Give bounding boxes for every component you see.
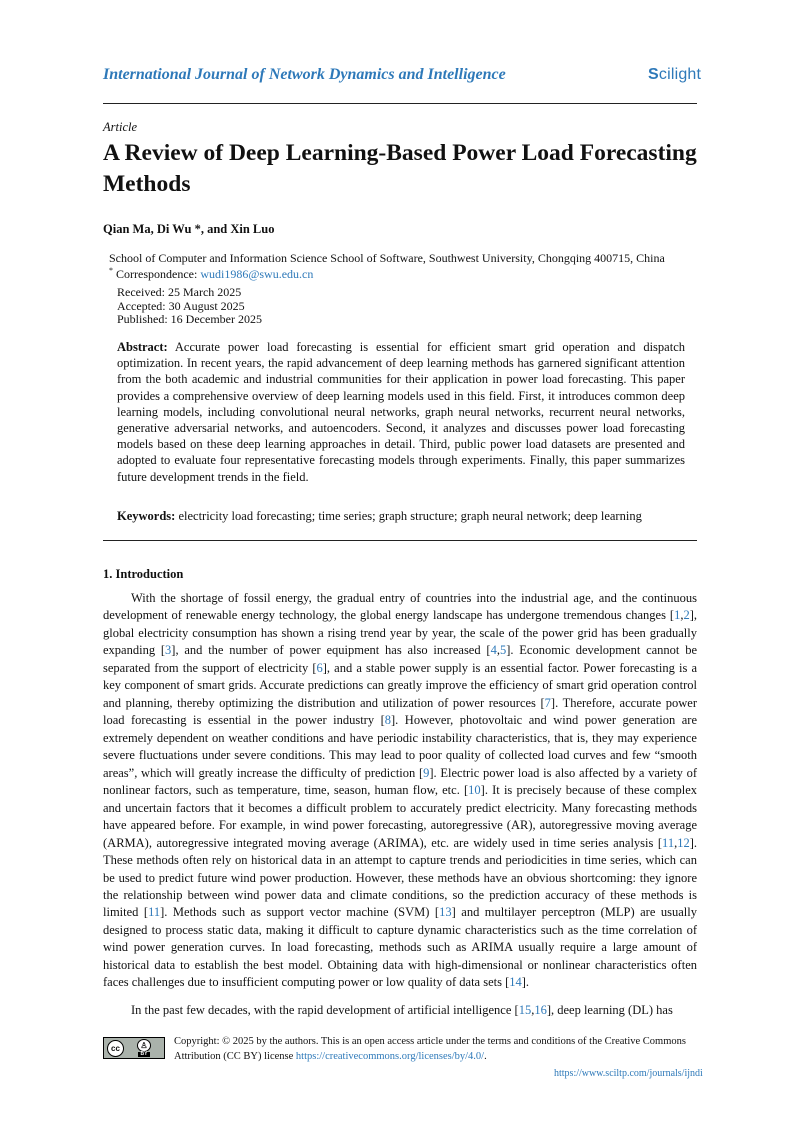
article-type: Article [103,120,138,134]
keywords-label: Keywords: [117,509,176,523]
correspondence-marker: * [109,266,113,275]
section-heading: 1. Introduction [103,567,184,581]
paragraph-text: , [496,643,500,658]
journal-name: International Journal of Network Dynamics and Intelligence [103,66,506,83]
abstract [117,339,685,485]
citation-link[interactable]: 3 [165,643,172,658]
keywords [117,509,692,524]
copyright-period: . [484,1050,487,1062]
accepted-date: Accepted: 30 August 2025 [117,298,245,313]
citation-link[interactable]: 11 [662,835,675,850]
citation-link[interactable]: 7 [544,695,551,710]
citation-link[interactable]: 8 [384,713,392,728]
citation-link[interactable]: 5 [499,643,507,658]
person-icon: ♙ [137,1039,151,1052]
paragraph-text: ]. Electric power load is also affected by a variety of nonlinear factors, such as temperature, time, season, human flow, etc. [ [103,765,697,798]
citation-link[interactable]: 11 [148,905,161,920]
paragraph-text: ], and the number of power equipment has also increased [ [171,643,491,658]
cc-by-license-badge[interactable] [103,1037,165,1059]
license-link[interactable]: https://creativecommons.org/licenses/by/4.0/ [295,1050,485,1062]
article-title: A Review of Deep Learning-Based Power Load Forecasting Methods [103,140,697,197]
received-date: Received: 25 March 2025 [117,285,242,299]
citation-link[interactable]: 2 [683,608,690,623]
paragraph-text: ], and a stable power supply is an essential factor. Power forecasting is a key component of smart grids. Accurate predictions can greatly improve the efficiency of smart grid operation control and planning, thereby optimizing the distribution and utilization of power resources [ [103,660,698,710]
published-date: Published: 16 December 2025 [117,312,262,326]
affiliation: School of Computer and Information Science School of Software, Southwest University, Chongqing 400715, China [109,251,665,265]
cc-icon: cc [107,1040,124,1057]
by-label: BY [138,1052,151,1057]
paragraph-text: , [674,835,678,850]
header-divider [103,103,697,104]
citation-link[interactable]: 16 [534,1003,547,1017]
citation-link[interactable]: 15 [518,1003,532,1017]
paragraph-text: , [531,1003,535,1017]
author-list: Qian Ma, Di Wu *, and Xin Luo [103,222,275,236]
paragraph-text: In the past few decades, with the rapid development of artificial intelligence [ [131,1003,519,1017]
paragraph-text: ]. Economic development cannot be separated from the support of electricity [ [103,643,697,675]
citation-link[interactable]: 9 [423,765,430,780]
paragraph-text: With the shortage of fossil energy, the gradual entry of countries into the industrial age, and the continuous development of renewable energy technology, the global energy landscape has undergone tremendous changes [ [103,591,697,623]
citation-link[interactable]: 12 [677,835,690,850]
publisher-logo: Scilight [648,66,702,83]
intro-paragraph-2 [103,1002,697,1019]
citation-link[interactable]: 10 [468,783,481,798]
paragraph-text: ]. It is precisely because of these complex and uncertain factors that it becomes a difficult problem to accurately predict electricity. Many forecasting methods have appeared before. For example, in wind power forecasting, autoregressive (AR), autoregressive moving average (ARMA), autoregressive integrated moving average (ARIMA), etc. are widely used in time series analysis [ [103,783,697,850]
paragraph-text: ]. However, photovoltaic and wind power generation are extremely dependent on weather conditions and have periodic instability characteristics, that is, they may experience severe fluctuations under severe conditions. This may lead to poor quality of collected load curves and few “smooth areas”, which will greatly increase the difficulty of prediction [ [103,713,697,780]
publication-dates [117,286,262,327]
paragraph-text: , [680,608,684,623]
abstract-label: Abstract: [117,340,168,354]
section-divider [103,540,697,541]
citation-link[interactable]: 14 [509,975,522,990]
abstract-text: Accurate power load forecasting is essential for efficient smart grid operation and dispatch optimization. In recent years, the rapid advancement of deep learning methods has garnered significant attention from the both academic and industrial communities for their application in power load forecasting. This paper provides a comprehensive overview of deep learning models used in this field. First, it introduces common deep learning models, including convolutional neural networks, graph neural networks, recurrent neural networks, generative adversarial networks, and autoencoders. Second, it analyzes and discusses power load forecasting models based on these deep learning approaches in detail. Third, public power load datasets are presented and adopted to evaluate four representative forecasting models through experiments. Finally, this paper summarizes future development trends in the field. [117,340,685,484]
citation-link[interactable]: 13 [439,905,452,920]
paragraph-text: ] and multilayer perceptron (MLP) are usually designed to process static data, making it difficult to capture dynamic characteristics such as the time correlation of wind power generation curves. In load forecasting, methods such as ARIMA usually require a large amount of historical data to establish the best model. Obtaining data with high-dimensional or nonlinear characteristics often faces challenges due to insufficient computing power or low quality of data sets [ [103,905,697,990]
by-icon [126,1039,162,1057]
keywords-text: electricity load forecasting; time series; graph structure; graph neural network; deep learning [175,509,642,523]
correspondence [109,264,313,281]
paragraph-text: ]. Therefore, accurate power load forecasting is essential in the power industry [ [103,695,697,728]
citation-link[interactable]: 6 [316,660,323,675]
journal-url-link[interactable]: https://www.sciltp.com/journals/ijndi [554,1068,703,1079]
citation-link[interactable]: 1 [674,608,681,623]
correspondence-email-link[interactable]: wudi1986@swu.edu.cn [200,267,314,281]
paragraph-text: ]. [521,975,530,990]
correspondence-label: Correspondence: [116,267,201,281]
paragraph-text: ], global electricity consumption has shown a rising trend year by year, the scale of the power grid has been gradually expanding [ [103,608,697,658]
paragraph-text: ], deep learning (DL) has [546,1003,673,1017]
intro-paragraph-1 [103,590,697,992]
citation-link[interactable]: 4 [490,643,497,658]
copyright-text: Copyright: © 2025 by the authors. This is an open access article under the terms and conditions of the Creative Commons Attribution (CC BY) license [174,1036,686,1062]
copyright-notice [174,1035,694,1064]
paragraph-text: ]. Methods such as support vector machine (SVM) [ [160,905,440,920]
paragraph-text: ]. These methods often rely on historical data in an attempt to capture trends and periodicities in time series, which can be used to predict future wind power production. However, these methods have an obvious shortcoming: they ignore the relationship between wind power data and climate conditions, so the prediction accuracy of these methods is limited [ [103,835,697,920]
